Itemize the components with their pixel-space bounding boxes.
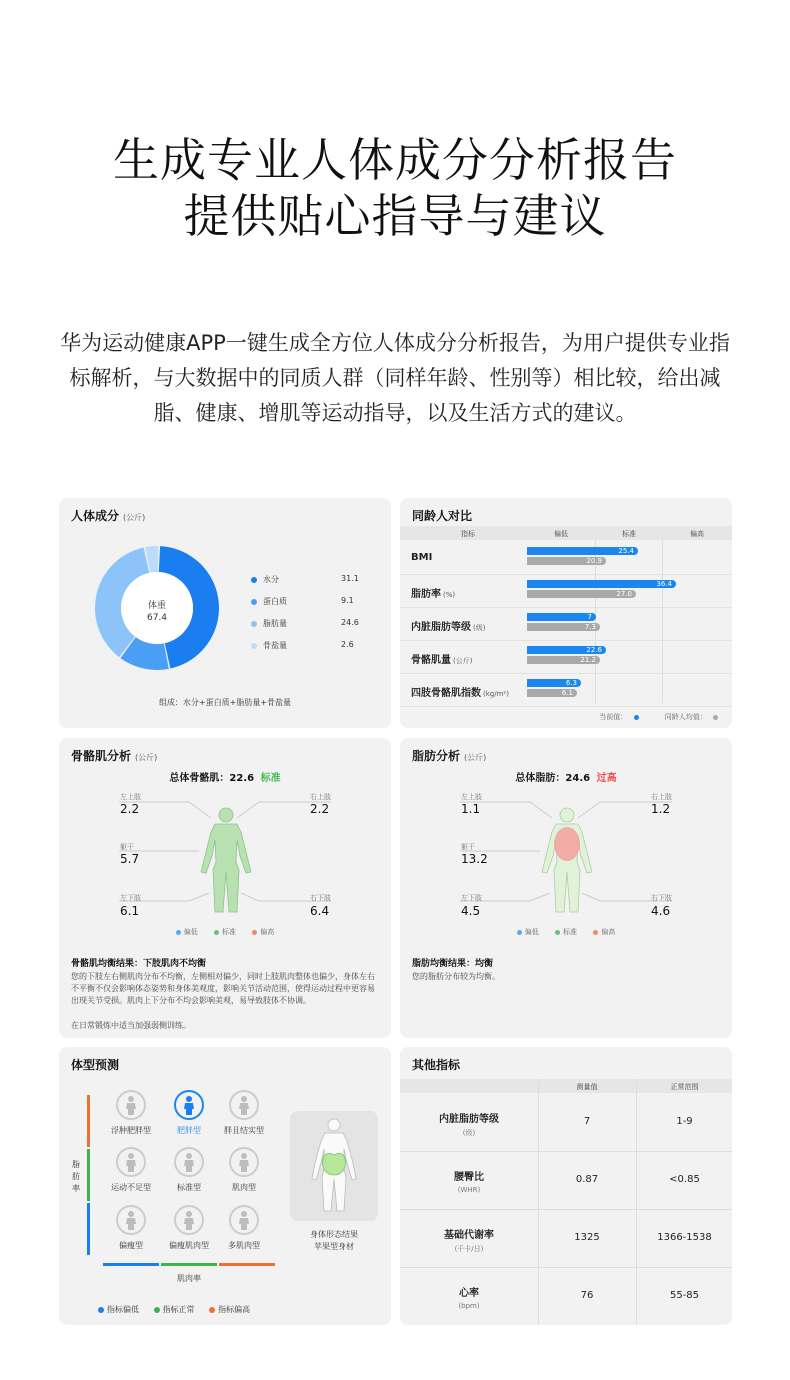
fat-legend-normal: 标准 [563,928,577,936]
title-line-2: 提供贴心指导与建议 [183,189,607,243]
bodytype-legend-high: 指标偏高 [218,1305,251,1314]
peer-row [400,673,732,707]
donut-center-value: 67.4 [146,613,168,623]
bodytype-option [214,1205,274,1251]
peer-current-value: 7 [587,613,592,621]
muscle-body-figure [195,806,257,916]
muscle-balance-title: 骨骼肌均衡结果：下肢肌肉不均衡 [71,959,207,969]
indicator-name-cell [400,1110,538,1138]
bodytype-option [214,1090,274,1136]
bodytype-option-label: 标准型 [177,1183,201,1192]
peer-average-bar [527,689,577,697]
indicator-range: 1366-1538 [657,1232,712,1243]
page-description: 华为运动健康APP一键生成全方位人体成分分析报告，为用户提供专业指标解析，与大数据中的同质人群（同样年龄、性别等）相比较，给出减脂、健康、增肌等运动指导，以及生活方式的建议。 [60,331,730,425]
title-line-1: 生成专业人体成分分析报告 [113,133,677,187]
peer-header-metric: 指标 [461,530,475,538]
fat-right-upper-value: 1.2 [651,802,671,816]
body-figure-icon [174,1147,204,1177]
indicator-value: 7 [583,1116,591,1127]
peer-current-bar [527,613,596,621]
other-indicators-card [400,1047,732,1325]
fat-legend-low: 偏低 [524,928,539,936]
fat-balance-title: 脂肪均衡结果：均衡 [412,959,494,969]
bodytype-result-value: 苹果型身材 [314,1242,354,1251]
indicator-name-cell [400,1168,538,1194]
legend-value: 24.6 [341,618,359,627]
legend-label: 脂肪量 [263,619,287,628]
legend-value: 2.6 [341,640,354,649]
bodytype-legend [98,1304,250,1315]
other-indicator-row [400,1152,732,1210]
body-figure-icon [229,1147,259,1177]
bodytype-legend-normal: 指标正常 [162,1305,195,1314]
indicator-unit: (千卡/日) [454,1245,484,1253]
muscle-total: 总体骨骼肌：22.6 标准 [169,773,281,784]
peer-current-value: 6.3 [565,679,577,687]
composition-legend-item [251,640,371,662]
muscle-total-status: 标准 [260,773,281,784]
bodytype-option [159,1147,219,1193]
body-figure-icon [174,1090,204,1120]
legend-dot [251,621,257,627]
peer-current-bar [527,646,606,654]
bodytype-option-label: 多肌肉型 [228,1241,260,1250]
bodytype-option [214,1147,274,1193]
legend-value: 9.1 [341,596,354,605]
fat-right-lower-value: 4.6 [651,904,671,918]
donut-center [127,598,187,623]
peer-current-value: 25.4 [618,547,634,555]
legend-label: 骨盐量 [263,641,287,650]
peer-row-label: BMI [411,552,433,563]
fat-trunk-label: 躯干 [461,843,475,851]
muscle-left-upper-label: 左上肢 [120,793,141,801]
peer-header-low: 偏低 [554,530,568,538]
fat-card [400,738,732,1038]
other-indicator-row [400,1094,732,1152]
muscle-legend-normal: 标准 [222,928,236,936]
bodytype-legend-low: 指标偏低 [107,1305,139,1314]
muscle-balance-desc: 您的下肢左右侧肌肉分布不均衡，左侧相对偏少，同时上肢肌肉整体也偏少，身体左右不平衡不仅会影响体态姿势和身体美观度，影响关节活动范围，使得运动过程中更容易出现关节受损。肌肉上下分布不均会影响美观，易导致肢体不协调。 [71,972,375,1005]
peer-row [400,574,732,608]
peer-average-value: 20.9 [586,557,602,565]
muscle-trunk-value: 5.7 [120,852,140,866]
body-figure-icon [174,1205,204,1235]
indicator-unit: (级) [462,1129,476,1137]
composition-footer: 组成：水分+蛋白质+脂肪量+骨盐量 [158,698,292,707]
legend-dot [251,643,257,649]
indicator-unit: (bpm) [458,1302,480,1310]
peer-row [400,541,732,575]
x-axis-label: 肌肉率 [177,1274,201,1283]
legend-label: 水分 [263,575,279,584]
peer-header-high: 偏高 [690,530,704,538]
composition-title: 人体成分 (公斤) [71,509,146,523]
body-figure-icon [116,1090,146,1120]
indicator-range: <0.85 [669,1174,700,1185]
indicator-name: 心率 [459,1288,479,1299]
page-title [0,132,790,244]
legend-current-dot [634,715,639,720]
bodytype-result-panel [290,1111,378,1221]
muscle-title: 骨骼肌分析 (公斤) [71,749,158,763]
legend-current-label: 当前值： [599,713,628,721]
bodytype-option [101,1090,161,1136]
fat-axis-normal [87,1149,90,1201]
composition-legend [251,574,371,662]
peer-current-bar [527,547,638,555]
peer-average-value: 6.1 [561,689,573,697]
peer-current-value: 36.4 [656,580,672,588]
muscle-right-lower-value: 6.4 [310,904,330,918]
peer-row-label: 骨骼肌量 (公斤) [411,655,473,666]
indicator-name: 基础代谢率 [444,1230,494,1241]
legend-dot [251,577,257,583]
bodytype-option [159,1205,219,1251]
indicator-unit: (WHR) [457,1186,481,1194]
muscle-axis-low [103,1263,159,1266]
indicator-name-cell [400,1284,538,1310]
muscle-legend [59,927,391,937]
legend-label: 蛋白质 [263,597,287,606]
peer-average-bar [527,656,600,664]
legend-value: 31.1 [341,574,359,583]
bodytype-option [159,1090,219,1136]
peer-row-label: 脂肪率 (%) [411,589,456,600]
bodytype-card [59,1047,391,1325]
fat-left-lower-label: 左下肢 [461,894,482,902]
bodytype-option-label: 胖且结实型 [224,1126,264,1135]
composition-card [59,498,391,728]
bodytype-option-label: 浮肿肥胖型 [111,1126,151,1135]
muscle-left-lower-label: 左下肢 [120,894,141,902]
peer-row [400,607,732,641]
peer-legend [599,712,718,722]
peer-row-label: 内脏脂肪等级 (级) [411,622,486,633]
fat-trunk-value: 13.2 [461,852,488,866]
fat-axis-high [87,1095,90,1147]
peer-row-label: 四肢骨骼肌指数 (kg/m²) [411,688,509,699]
indicator-range: 55-85 [669,1290,700,1301]
muscle-left-lower-value: 6.1 [120,904,140,918]
donut-center-label: 体重 [147,601,166,611]
fat-right-lower-label: 右下肢 [651,894,672,902]
muscle-axis-normal [161,1263,217,1266]
peer-current-bar [527,679,581,687]
fat-balance-desc: 您的脂肪分布较为均衡。 [412,972,500,981]
fat-body-figure [536,806,598,916]
indicator-range: 1-9 [676,1116,693,1127]
muscle-trunk-label: 躯干 [120,843,134,851]
fat-total-status: 过高 [596,773,617,784]
other-indicators-title: 其他指标 [412,1058,461,1072]
muscle-left-upper-value: 2.2 [120,802,140,816]
peer-header-standard: 标准 [622,530,636,538]
muscle-axis-high [219,1263,275,1266]
peer-title: 同龄人对比 [412,509,473,523]
peer-average-value: 7.3 [584,623,596,631]
composition-legend-item [251,596,371,618]
muscle-legend-high: 偏高 [260,928,275,936]
peer-table-header [400,526,732,540]
indicator-value: 0.87 [575,1174,599,1185]
fat-total: 总体脂肪：24.6 过高 [515,773,617,784]
legend-peer-dot [713,715,718,720]
peer-average-bar [527,590,636,598]
muscle-right-upper-label: 右上肢 [310,793,331,801]
indicator-value: 1325 [574,1232,600,1243]
apple-body-figure [290,1111,378,1221]
muscle-card [59,738,391,1038]
bodytype-option-label: 偏瘦型 [119,1241,143,1250]
y-axis-label: 脂肪率 [72,1160,80,1193]
body-figure-icon [116,1147,146,1177]
fat-left-lower-value: 4.5 [461,904,481,918]
muscle-right-lower-label: 右下肢 [310,894,331,902]
bodytype-option-label: 肥胖型 [177,1126,201,1135]
bodytype-option-label: 运动不足型 [111,1183,151,1192]
muscle-balance-tip: 在日常锻炼中适当加强弱侧训练。 [71,1021,191,1030]
muscle-right-upper-value: 2.2 [310,802,330,816]
fat-legend-high: 偏高 [601,928,616,936]
peer-current-bar [527,580,676,588]
fat-axis-low [87,1203,90,1255]
fat-title: 脂肪分析 (公斤) [412,749,487,763]
bodytype-option [101,1147,161,1193]
bodytype-option-label: 偏瘦肌肉型 [169,1241,209,1250]
body-figure-icon [116,1205,146,1235]
indicator-name: 内脏脂肪等级 [439,1114,499,1125]
peer-current-value: 22.6 [586,646,602,654]
indicator-value: 76 [580,1290,594,1301]
fat-legend [400,927,732,937]
indicator-name-cell [400,1226,538,1254]
peer-average-value: 21.2 [580,656,596,664]
other-indicator-row [400,1268,732,1325]
composition-legend-item [251,618,371,640]
others-table-header [400,1079,732,1093]
peer-comparison-card [400,498,732,728]
legend-dot [251,599,257,605]
bodytype-option-label: 肌肉型 [232,1183,256,1192]
peer-row [400,640,732,674]
bodytype-option [101,1205,161,1251]
muscle-legend-low: 偏低 [183,928,198,936]
peer-average-bar [527,623,600,631]
fat-left-upper-value: 1.1 [461,802,481,816]
bodytype-title: 体型预测 [71,1058,120,1072]
others-header-range: 正常范围 [670,1083,699,1091]
composition-legend-item [251,574,371,596]
peer-average-value: 27.0 [616,590,632,598]
body-figure-icon [229,1090,259,1120]
peer-average-bar [527,557,606,565]
fat-right-upper-label: 右上肢 [651,793,672,801]
body-figure-icon [229,1205,259,1235]
bodytype-result-title: 身体形态结果 [310,1230,358,1239]
others-header-value: 测量值 [576,1083,598,1091]
indicator-name: 腰臀比 [454,1172,484,1183]
legend-peer-label: 同龄人均值： [664,713,707,721]
other-indicator-row [400,1210,732,1268]
fat-left-upper-label: 左上肢 [461,793,482,801]
